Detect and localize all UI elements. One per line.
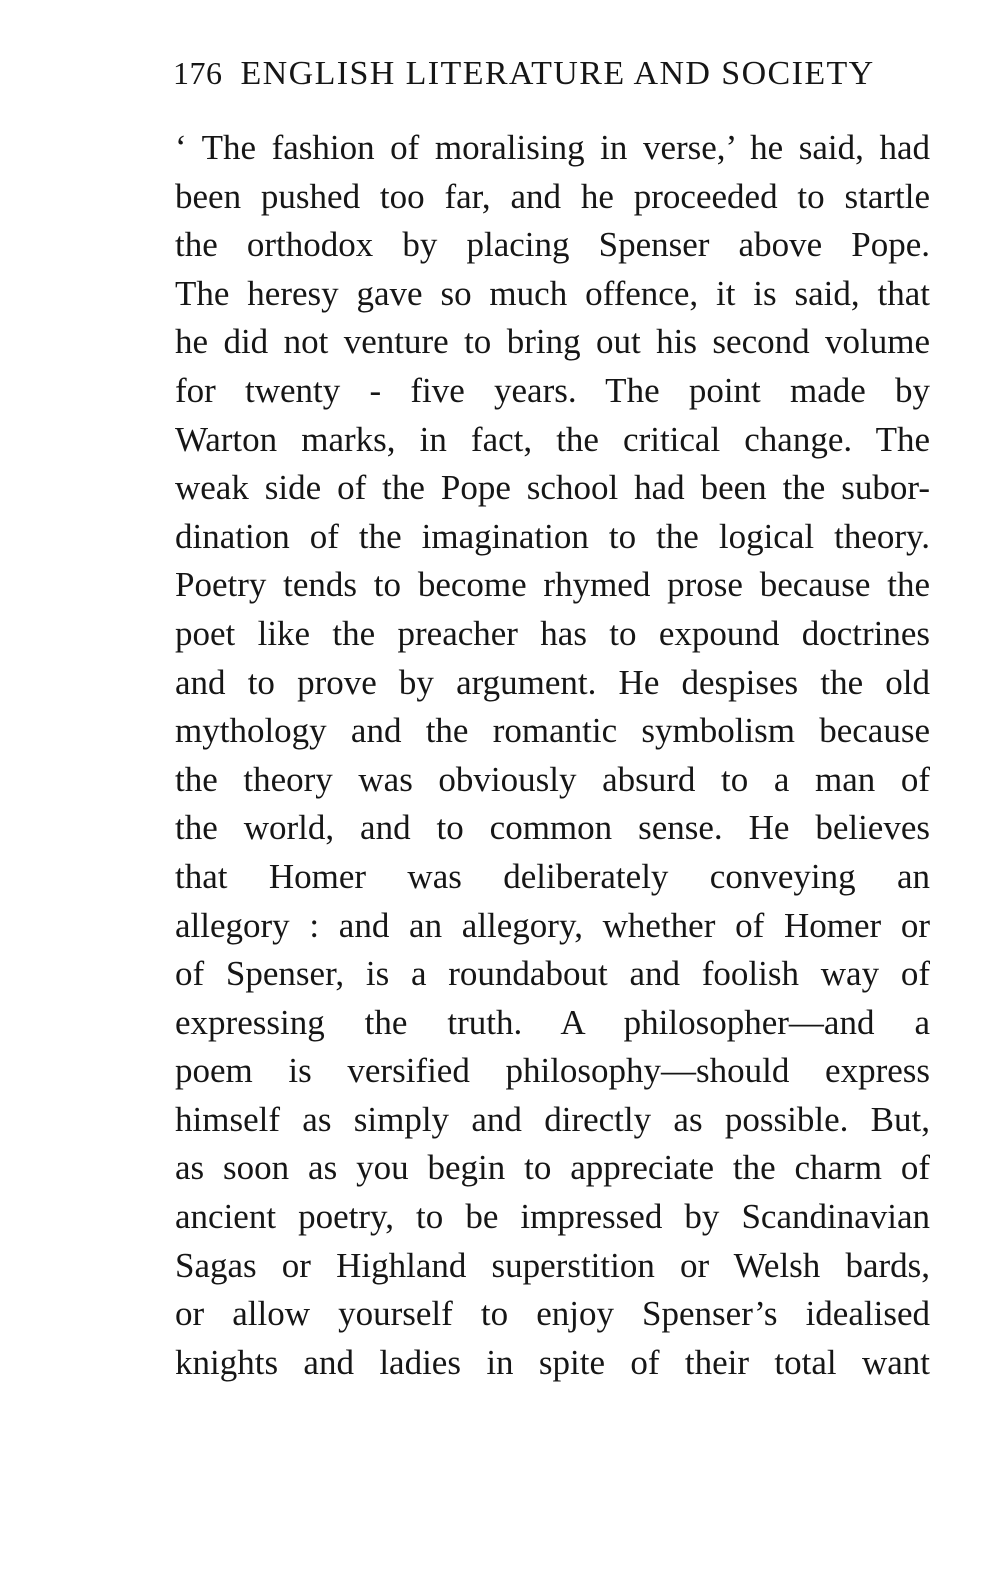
text-line: the orthodox by placing Spenser above Pope. (175, 225, 930, 265)
running-title: ENGLISH LITERATURE AND SOCIETY (240, 55, 875, 92)
text-line: allegory : and an allegory, whether of Homer or (175, 905, 930, 945)
body-text (175, 124, 930, 1387)
text-line: that Homer was deliberately conveying an (175, 856, 930, 896)
text-line: Poetry tends to become rhymed prose because the (175, 565, 930, 605)
text-line: Warton marks, in fact, the critical change. The (175, 419, 930, 459)
page-number: 176 (173, 55, 223, 91)
text-line: weak side of the Pope school had been the subor- (175, 468, 930, 508)
text-line: for twenty - five years. The point made by (175, 370, 930, 410)
text-line: The heresy gave so much offence, it is said, that (175, 273, 930, 313)
text-line: of Spenser, is a roundabout and foolish way of (175, 954, 930, 994)
text-line: expressing the truth. A philosopher—and a (175, 1002, 930, 1042)
text-line: ancient poetry, to be impressed by Scandinavian (175, 1197, 930, 1237)
text-line: he did not venture to bring out his second volume (175, 322, 930, 362)
text-line: or allow yourself to enjoy Spenser’s idealised (175, 1294, 930, 1334)
text-line: himself as simply and directly as possible. But, (175, 1099, 930, 1139)
text-line: ‘ The fashion of moralising in verse,’ he said, had (175, 128, 930, 167)
running-header (173, 55, 933, 105)
text-line: poem is versified philosophy—should express (175, 1051, 930, 1091)
text-line: as soon as you begin to appreciate the charm of (175, 1148, 930, 1188)
text-line: and to prove by argument. He despises the old (175, 662, 930, 702)
text-line: poet like the preacher has to expound doctrines (175, 613, 930, 653)
text-line: been pushed too far, and he proceeded to startle (175, 176, 930, 216)
text-line: knights and ladies in spite of their total want (175, 1342, 930, 1382)
text-line: Sagas or Highland superstition or Welsh bards, (175, 1245, 930, 1285)
text-line: mythology and the romantic symbolism because (175, 711, 930, 751)
text-line: dination of the imagination to the logical theory. (175, 516, 930, 556)
text-line: the world, and to common sense. He believes (175, 808, 930, 848)
text-line: the theory was obviously absurd to a man of (175, 759, 930, 799)
